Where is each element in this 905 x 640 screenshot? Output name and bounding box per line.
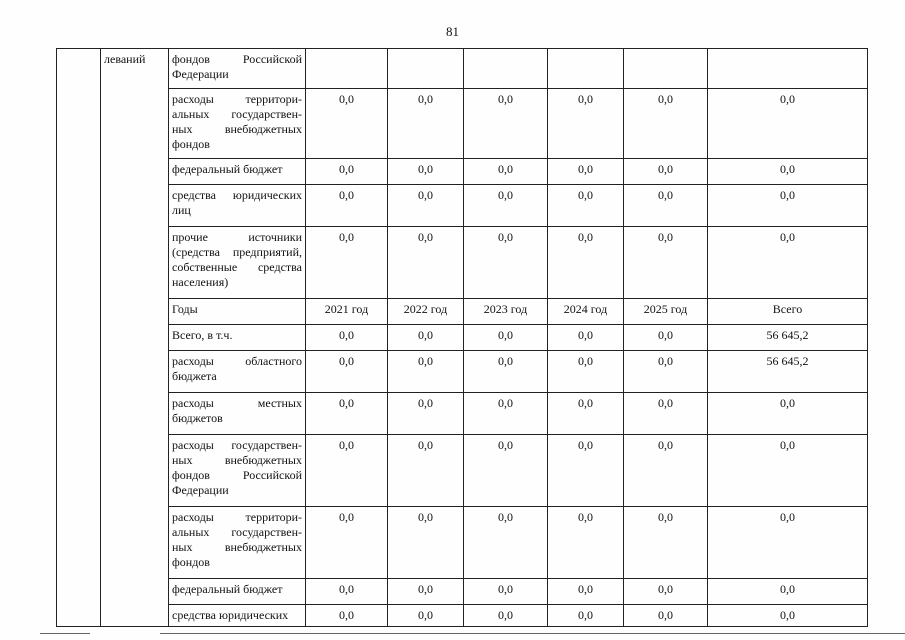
funding-source-label: расходы областного бюджета (169, 351, 306, 393)
total-value-cell: 0,0 (708, 89, 868, 159)
year-value-cell: 0,0 (624, 89, 708, 159)
total-value-cell: 0,0 (708, 393, 868, 435)
funding-source-label: средства юридических (169, 605, 306, 627)
year-value-cell: 0,0 (464, 393, 548, 435)
funding-source-label: федеральный бюджет (169, 579, 306, 605)
year-value-cell: 0,0 (548, 435, 624, 507)
year-value-cell: 0,0 (624, 325, 708, 351)
year-value-cell: 0,0 (624, 507, 708, 579)
table-row (57, 325, 868, 351)
year-value-cell: 0,0 (624, 185, 708, 227)
year-value-cell (548, 49, 624, 89)
empty-index-cell (57, 49, 101, 627)
year-value-cell: 0,0 (306, 185, 388, 227)
table-row (57, 185, 868, 227)
table-row (57, 299, 868, 325)
table-row (57, 579, 868, 605)
year-value-cell: 0,0 (306, 89, 388, 159)
year-value-cell: 0,0 (464, 435, 548, 507)
total-value-cell (708, 49, 868, 89)
year-value-cell: 0,0 (548, 507, 624, 579)
year-value-cell: 0,0 (464, 605, 548, 627)
year-value-cell: 0,0 (464, 351, 548, 393)
total-value-cell: 0,0 (708, 159, 868, 185)
year-value-cell: 0,0 (624, 393, 708, 435)
year-value-cell: 0,0 (624, 227, 708, 299)
table-row (57, 507, 868, 579)
total-value-cell: 0,0 (708, 507, 868, 579)
year-value-cell: 0,0 (464, 89, 548, 159)
table-row (57, 393, 868, 435)
table-row (57, 49, 868, 89)
year-value-cell: 2021 год (306, 299, 388, 325)
year-value-cell: 0,0 (464, 159, 548, 185)
table-row (57, 351, 868, 393)
year-value-cell: 0,0 (624, 435, 708, 507)
scan-artifact-line (40, 633, 90, 634)
total-value-cell: 0,0 (708, 435, 868, 507)
year-value-cell: 2025 год (624, 299, 708, 325)
year-value-cell: 0,0 (624, 605, 708, 627)
row-group-label: леваний (101, 49, 169, 627)
year-value-cell: 0,0 (548, 393, 624, 435)
year-value-cell: 0,0 (388, 185, 464, 227)
funding-source-label: расходы местных бюджетов (169, 393, 306, 435)
year-value-cell: 0,0 (388, 89, 464, 159)
funding-source-label: фондов Российской Федерации (169, 49, 306, 89)
total-value-cell: 56 645,2 (708, 351, 868, 393)
year-value-cell: 0,0 (548, 351, 624, 393)
year-value-cell: 0,0 (464, 507, 548, 579)
table-row (57, 605, 868, 627)
year-value-cell: 0,0 (388, 351, 464, 393)
year-value-cell: 0,0 (388, 507, 464, 579)
year-value-cell (464, 49, 548, 89)
total-value-cell: 56 645,2 (708, 325, 868, 351)
year-value-cell: 0,0 (624, 579, 708, 605)
year-value-cell: 0,0 (388, 605, 464, 627)
funding-source-label: расходы территори-альных государствен-ных внебюджетных фондов (169, 507, 306, 579)
funding-source-label: средства юридических лиц (169, 185, 306, 227)
year-value-cell: 0,0 (548, 227, 624, 299)
table-row (57, 159, 868, 185)
year-value-cell: 0,0 (306, 605, 388, 627)
year-value-cell: 2024 год (548, 299, 624, 325)
year-value-cell: 0,0 (306, 159, 388, 185)
table-row (57, 435, 868, 507)
total-value-cell: 0,0 (708, 605, 868, 627)
year-value-cell: 0,0 (306, 351, 388, 393)
funding-source-label: Годы (169, 299, 306, 325)
year-value-cell: 0,0 (306, 227, 388, 299)
funding-source-label: Всего, в т.ч. (169, 325, 306, 351)
year-value-cell: 0,0 (306, 393, 388, 435)
year-value-cell: 0,0 (548, 159, 624, 185)
year-value-cell: 0,0 (388, 579, 464, 605)
year-value-cell: 0,0 (464, 185, 548, 227)
year-value-cell: 0,0 (388, 435, 464, 507)
funding-source-label: расходы государствен-ных внебюджетных фондов Российской Федерации (169, 435, 306, 507)
total-value-cell: 0,0 (708, 185, 868, 227)
year-value-cell: 2023 год (464, 299, 548, 325)
year-value-cell: 0,0 (306, 325, 388, 351)
year-value-cell: 0,0 (624, 351, 708, 393)
year-value-cell: 0,0 (548, 325, 624, 351)
year-value-cell: 0,0 (548, 579, 624, 605)
funding-source-label: федеральный бюджет (169, 159, 306, 185)
total-value-cell: Всего (708, 299, 868, 325)
year-value-cell (306, 49, 388, 89)
year-value-cell: 0,0 (548, 185, 624, 227)
table-body (57, 49, 868, 627)
scan-artifact-line (160, 633, 905, 634)
table-row (57, 227, 868, 299)
year-value-cell: 0,0 (464, 579, 548, 605)
year-value-cell: 2022 год (388, 299, 464, 325)
funding-source-label: расходы территори-альных государствен-ных внебюджетных фондов (169, 89, 306, 159)
year-value-cell: 0,0 (464, 227, 548, 299)
year-value-cell (388, 49, 464, 89)
total-value-cell: 0,0 (708, 227, 868, 299)
total-value-cell: 0,0 (708, 579, 868, 605)
year-value-cell: 0,0 (548, 605, 624, 627)
year-value-cell: 0,0 (388, 325, 464, 351)
year-value-cell: 0,0 (388, 393, 464, 435)
year-value-cell: 0,0 (548, 89, 624, 159)
page-number: 81 (446, 24, 459, 39)
year-value-cell: 0,0 (306, 507, 388, 579)
table-row (57, 89, 868, 159)
year-value-cell: 0,0 (306, 435, 388, 507)
funding-source-label: прочие источники (средства предприятий, собственные средства населения) (169, 227, 306, 299)
financing-table (56, 48, 868, 627)
year-value-cell: 0,0 (624, 159, 708, 185)
year-value-cell: 0,0 (306, 579, 388, 605)
year-value-cell: 0,0 (388, 159, 464, 185)
year-value-cell: 0,0 (388, 227, 464, 299)
year-value-cell (624, 49, 708, 89)
year-value-cell: 0,0 (464, 325, 548, 351)
